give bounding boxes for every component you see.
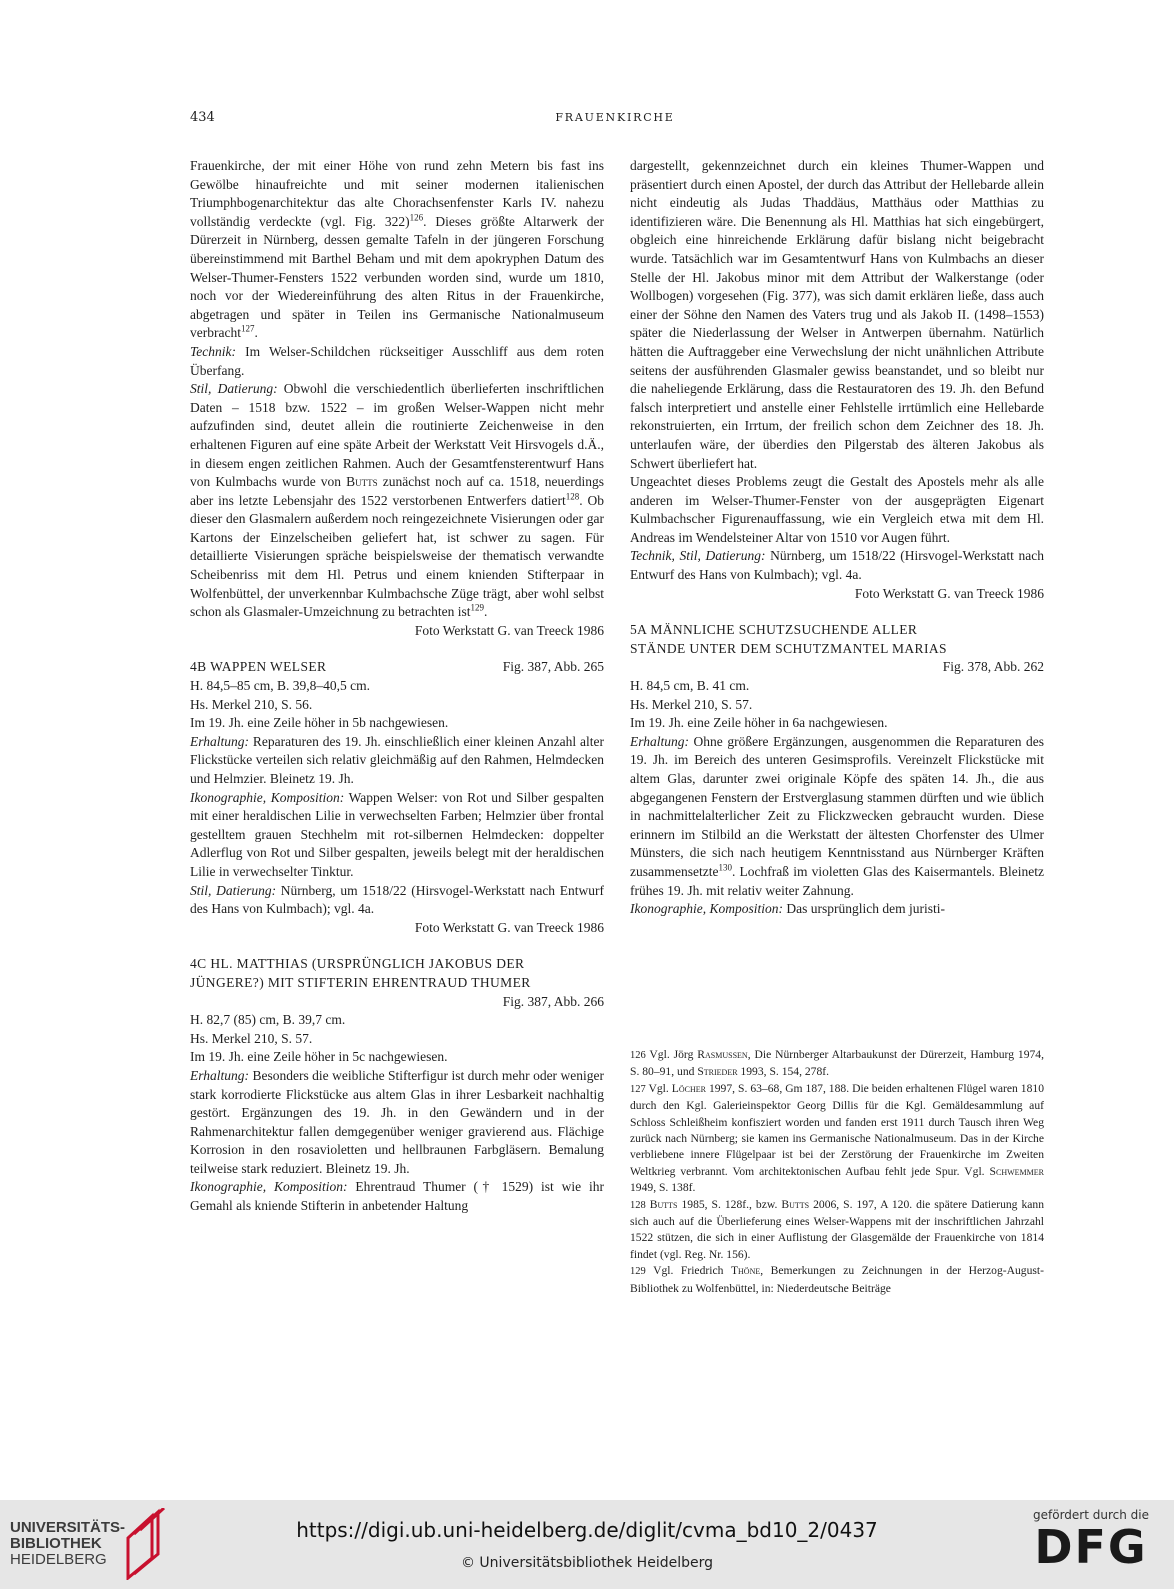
figure-ref: Fig. 387, Abb. 266 bbox=[502, 993, 604, 1009]
copyright-notice: © Universitätsbibliothek Heidelberg bbox=[460, 1555, 713, 1571]
entry-heading-5a-cont: STÄNDE UNTER DEM SCHUTZMANTEL MARIAS bbox=[630, 640, 947, 656]
viewer-footer bbox=[0, 1500, 1174, 1589]
paragraph-technik: Technik: Im Welser-Schildchen rückseitiger Ausschliff aus dem roten Überfang. bbox=[190, 343, 604, 378]
source-ref: Hs. Merkel 210, S. 56. bbox=[190, 696, 313, 712]
paragraph-technik: Technik, Stil, Datierung: Nürnberg, um 1518/22 (Hirsvogel-Werkstatt nach Entwurf des Hans von Kulmbach); vgl. 4a. bbox=[630, 548, 1044, 583]
location-note: Im 19. Jh. eine Zeile höher in 5b nachgewiesen. bbox=[190, 715, 449, 731]
footnote-ref[interactable]: 127 bbox=[240, 323, 255, 334]
paragraph-ikonographie: Ikonographie, Komposition: Das ursprünglich dem juristi- bbox=[630, 901, 945, 917]
paragraph-erhaltung: Erhaltung: Ohne größere Ergänzungen, ausgenommen die Reparaturen des 19. Jh. im Bereich des unteren Gesimsprofils. Vereinzelt Flickstücke mit altem Glas, darunter zwei originale Köpfe des späten 14. Jh., die aus abgegangenen Fenstern der Erstverglasung stammen dürften und wie üblich in nachmittelalterlicher Zeit zu Flickzwecken gebraucht wurden. Diese erinnern im Stilbild an die Werkstatt der ältesten Chorfenster des Ulmer Münsters, die sich nach heutigem Kenntnisstand aus Nürnberger Kräften zusammensetzte$^{130}$. Lochfraß im violetten Glas des Kaisermantels. Bleinetz frühes 19. Jh. mit relativ weiter Zahnung. bbox=[630, 733, 1044, 898]
entry-heading-5a: 5A MÄNNLICHE SCHUTZSUCHENDE ALLER bbox=[630, 622, 918, 638]
location-note: Im 19. Jh. eine Zeile höher in 6a nachgewiesen. bbox=[630, 715, 888, 731]
footnote-ref[interactable]: 130 bbox=[718, 862, 732, 873]
dfg-wordmark: DFG bbox=[1034, 1520, 1148, 1574]
dimensions: H. 84,5 cm, B. 41 cm. bbox=[630, 678, 750, 694]
paragraph-ikonographie: Ikonographie, Komposition: Wappen Welser: von Rot und Silber gespalten mit einer heraldischen Lilie in verwechselten Farben; Helmzier über frontal gestelltem grauen Stechhelm mit rot-silbernen Helmdecken: doppelter Adlerflug von Rot und Silber gespalten, jeweils belegt mit der heraldischen Lilie in verwechselter Tinktur. bbox=[190, 789, 604, 879]
paragraph-erhaltung: Erhaltung: Besonders die weibliche Stifterfigur ist durch mehr oder weniger stark korrodierte Flickstücke aus altem Glas in ihrer Lesbarkeit nachhaltig gestört. Ergänzungen des 19. Jh. in den Gewändern und in der Rahmenarchitektur fallen demgegenüber weniger gravierend aus. Flächige Korrosion in den rosavioletten und hellbraunen Farbgläsern. Bemalung teilweise stark reduziert. Bleinetz 19. Jh. bbox=[190, 1067, 604, 1176]
paragraph: Frauenkirche, der mit einer Höhe von rund zehn Metern bis fast ins Gewölbe hinaufreichte und mit seiner modernen italienischen Triumphbogenarchitektur das alte Chorachsenfenster Karls IV. nahezu vollständig verdeckte (vgl. Fig. 322)$^{126}$. Dieses größte Altarwerk der Dürerzeit in Nürnberg, dessen gemalte Tafeln in der jüngeren Forschung übereinstimmend mit Barthel Beham und mit dem apokryphen Datum des Welser-Thumer-Fensters 1522 verbunden worden sind, wurde um 1810, noch vor der Wiedereinführung des alten Ritus in der Frauenkirche, abgetragen und später in Teilen ins Germanische Nationalmuseum verbracht$^{127}$. bbox=[190, 158, 605, 341]
paragraph-stil: Stil, Datierung: Nürnberg, um 1518/22 (Hirsvogel-Werkstatt nach Entwurf des Hans von Kulmbach); vgl. 4a. bbox=[190, 882, 604, 917]
logo-line: BIBLIOTHEK bbox=[10, 1535, 102, 1552]
permalink-url[interactable]: https://digi.ub.uni-heidelberg.de/diglit/cvma_bd10_2/0437 bbox=[296, 1518, 878, 1542]
paragraph: Ungeachtet dieses Problems zeugt die Gestalt des Apostels mehr als alle anderen im Welser-Thumer-Fenster von der ausgeprägten Eigenart Kulmbachscher Figurenauffassung, wie ein Vergleich etwa mit dem Hl. Andreas im Wendelsteiner Altar von 1510 vor Augen führt. bbox=[630, 474, 1044, 545]
footnote-127: 127 Vgl. Löcher 1997, S. 63–68, Gm 187, 188. Die beiden erhaltenen Flügel waren 1810 durch den Kgl. Galerieinspektor Georg Dillis für die Kgl. Gemäldesammlung auf Schloss Schleißheim konfisziert worden und fanden erst 1911 durch Tausch ihren Weg zurück nach Nürnberg; sie kamen ins Germanische Nationalmuseum. Das in der Kirche verbliebene innere Flügelpaar ist bei der Zerstörung der Frauenkirche im Zweiten Weltkrieg verbrannt. Vom architektonischen Aufbau fehlt jede Spur. Vgl. Schwemmer 1949, S. 138f. bbox=[630, 1081, 1044, 1195]
photo-credit: Foto Werkstatt G. van Treeck 1986 bbox=[414, 622, 604, 638]
photo-credit: Foto Werkstatt G. van Treeck 1986 bbox=[854, 585, 1044, 601]
logo-line: UNIVERSITÄTS- bbox=[10, 1519, 126, 1536]
page-number: 434 bbox=[190, 110, 215, 125]
footnote-ref[interactable]: 126 bbox=[409, 212, 424, 223]
photo-credit: Foto Werkstatt G. van Treeck 1986 bbox=[414, 919, 604, 935]
footnote-128: 128 Butts 1985, S. 128f., bzw. Butts 2006, S. 197, A 120. die spätere Datierung kann sich auch auf die Überlieferung eines Welser-Wappens mit der inschriftlichen Jahrzahl 1522 stützen, die sich in einer Auflistung der Glasgemälde der Frauenkirche von 1814 findet (vgl. Reg. Nr. 156). bbox=[630, 1197, 1045, 1261]
figure-ref: Fig. 387, Abb. 265 bbox=[502, 659, 604, 675]
paragraph-stil: Stil, Datierung: Obwohl die verschiedentlich überlieferten inschriftlichen Daten – 1518 bzw. 1522 – im großen Welser-Wappen nicht mehr aufzufinden sind, deutet allein die routinierte Zeichenweise in den erhaltenen Figuren auf eine späte Arbeit der Werkstatt Veit Hirsvogels d.Ä., in diesem engen zeitlichen Rahmen. Auch der Gesamtfensterentwurf Hans von Kulmbachs wurde von Butts zunächst noch auf ca. 1518, neuerdings aber ins letzte Lebensjahr des 1522 verstorbenen Entwerfers datiert$^{128}$. Ob dieser den Glasmalern außerdem noch reingezeichnete Visierungen oder gar Kartons der Einzelscheiben geliefert hat, ist schwer zu sagen. Für detaillierte Visierungen spräche beispielsweise der thematisch verwandte Scheibenriss mit dem Hl. Petrus und einem knienden Stifterpaar in Wolfenbüttel, der unverkennbar Kulmbachsche Züge trägt, aber wohl selbst schon als Glasmaler-Umzeichnung zu betrachten ist$^{129}$. bbox=[190, 381, 604, 620]
running-title: FRAUENKIRCHE bbox=[555, 111, 675, 124]
entry-heading-4b: 4B WAPPEN WELSER Fig. 387, Abb. 265 bbox=[190, 658, 604, 677]
dfg-caption: gefördert durch die bbox=[1033, 1508, 1149, 1522]
paragraph: dargestellt, gekennzeichnet durch ein kleines Thumer-Wappen und präsentiert durch einen Apostel, der durch das Attribut der Hellebarde allein nicht eindeutig als Judas Thaddäus, Matthäus oder Matthias zu identifizieren wäre. Die Benennung als Hl. Matthias hat sich eingebürgert, obgleich eine hinreichende Erklärung dafür bislang nicht beigebracht wurde. Tatsächlich war im Gesamtentwurf Hans von Kulmbachs an dieser Stelle der Hl. Jakobus minor mit dem Attribut der Walkerstange (oder Wollbogen) vorgesehen (Fig. 377), was sich damit erklären ließe, dass auch einer der Söhne den Namen des Vaters trug und als Jakob II. (1498–1553) später die Niederlassung der Welser in Antwerpen übernahm. Natürlich hätten die Auftraggeber eine Verwechslung der nicht unähnlichen Attribute seitens der ausführenden Glasmaler gewiss beanstandet, und so bleibt nur die naheliegende Erklärung, dass die Restauratoren des 19. Jh. den Befund falsch interpretiert und anstelle einer Fehlstelle irrtümlich eine Hellebarde rekonstruierten, ein Irrtum, der freilich schon dem Zeichner des 18. Jh. unterlaufen wäre, der überdies den Pilgerstab des älteren Jakobus als Schwert überliefert hat. bbox=[630, 158, 1044, 471]
entry-heading-4c: 4C HL. MATTHIAS (URSPRÜNGLICH JAKOBUS DER bbox=[190, 956, 525, 972]
footnote-126: 126 Vgl. Jörg Rasmussen, Die Nürnberger Altarbaukunst der Dürerzeit, Hamburg 1974, S. 80–91, und Strieder 1993, S. 154, 278f. bbox=[630, 1048, 1044, 1079]
dimensions: H. 82,7 (85) cm, B. 39,7 cm. bbox=[190, 1012, 346, 1028]
dfg-logo[interactable] bbox=[1026, 1508, 1156, 1584]
paragraph-ikonographie: Ikonographie, Komposition: Ehrentraud Thumer († 1529) ist wie ihr Gemahl als kniende Stifterin in anbetender Haltung bbox=[190, 1179, 604, 1214]
figure-ref: Fig. 378, Abb. 262 bbox=[942, 659, 1044, 675]
logo-line: HEIDELBERG bbox=[10, 1551, 107, 1568]
location-note: Im 19. Jh. eine Zeile höher in 5c nachgewiesen. bbox=[190, 1049, 448, 1065]
source-ref: Hs. Merkel 210, S. 57. bbox=[630, 696, 753, 712]
dimensions: H. 84,5–85 cm, B. 39,8–40,5 cm. bbox=[190, 678, 370, 694]
footnote-ref[interactable]: 128 bbox=[565, 491, 580, 502]
running-head bbox=[190, 110, 1040, 128]
left-column bbox=[190, 157, 604, 1216]
source-ref: Hs. Merkel 210, S. 57. bbox=[190, 1030, 313, 1046]
entry-heading-4c-cont: JÜNGERE?) MIT STIFTERIN EHRENTRAUD THUMER bbox=[190, 974, 531, 990]
right-column bbox=[630, 157, 1044, 919]
footnote-ref[interactable]: 129 bbox=[470, 602, 485, 613]
footnotes bbox=[630, 1047, 1044, 1297]
footnote-129: 129 Vgl. Friedrich Thöne, Bemerkungen zu Zeichnungen in der Herzog-August-Bibliothek zu Wolfenbüttel, in: Niederdeutsche Beiträge bbox=[630, 1264, 1044, 1295]
paragraph-erhaltung: Erhaltung: Reparaturen des 19. Jh. einschließlich einer kleinen Anzahl alter Flickstücke verteilen sich relativ gleichmäßig auf den Rahmen, Helmdecken und Helmzier. Bleinetz 19. Jh. bbox=[190, 733, 604, 786]
